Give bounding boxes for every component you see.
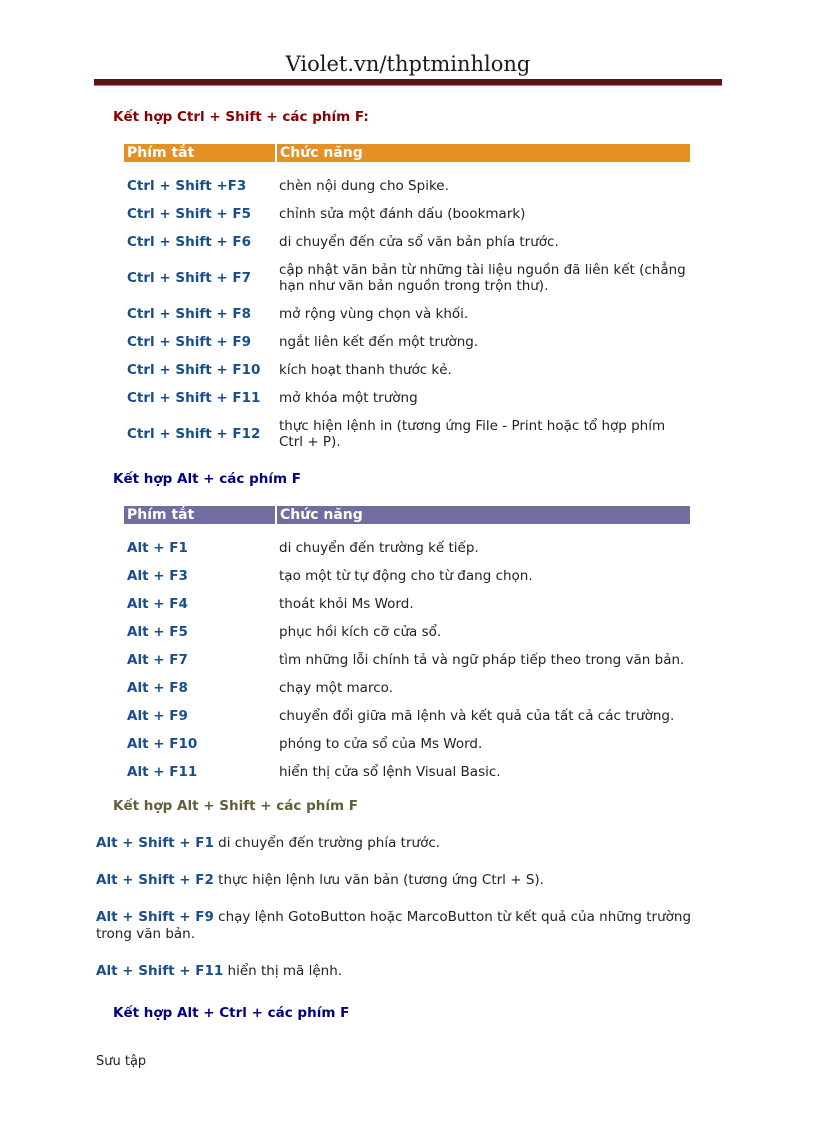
- shortcut-key: Alt + F5: [127, 624, 188, 640]
- shortcut-desc: kích hoạt thanh thước kẻ.: [279, 362, 452, 378]
- shortcut-desc: phóng to cửa sổ của Ms Word.: [279, 736, 483, 752]
- shortcut-key: Alt + F4: [127, 596, 188, 612]
- shortcut-key: Ctrl + Shift + F8: [127, 306, 251, 322]
- table-row: [124, 200, 690, 228]
- shortcut-key: Alt + F3: [127, 568, 188, 584]
- shortcut-desc: di chuyển đến cửa sổ văn bản phía trước.: [279, 234, 559, 250]
- shortcut-key: Ctrl + Shift + F9: [127, 334, 251, 350]
- shortcut-key: Alt + Shift + F11: [96, 963, 224, 979]
- table-row: [124, 384, 690, 412]
- page-header-title: Violet.vn/thptminhlong: [285, 52, 531, 76]
- table-header-row: [124, 144, 690, 162]
- shortcut-desc: phục hồi kích cỡ cửa sổ.: [279, 624, 442, 640]
- shortcut-key: Alt + F11: [127, 764, 198, 780]
- page-footer: Sưu tập: [96, 1054, 147, 1069]
- shortcut-desc: mở khóa một trường: [279, 390, 418, 406]
- shortcut-key: Alt + Shift + F9: [96, 909, 214, 925]
- table-row: [124, 646, 690, 674]
- shortcut-desc: hiển thị cửa sổ lệnh Visual Basic.: [279, 764, 501, 780]
- shortcut-desc: ngắt liên kết đến một trường.: [279, 334, 479, 350]
- shortcut-desc: thoát khỏi Ms Word.: [279, 596, 414, 612]
- table-row: [124, 534, 690, 562]
- shortcut-key: Alt + F10: [127, 736, 198, 752]
- header-divider: [94, 79, 722, 86]
- shortcut-desc: thực hiện lệnh lưu văn bản (tương ứng Ctrl + S).: [213, 872, 544, 888]
- table-row: [124, 618, 690, 646]
- column-header-key: Phím tắt: [124, 506, 276, 524]
- table-row: [124, 356, 690, 384]
- alt-shift-item: [96, 872, 696, 889]
- table-row: [124, 412, 690, 456]
- alt-shift-item: [96, 835, 696, 852]
- shortcut-desc: chạy một marco.: [279, 680, 393, 696]
- table-header-row: [124, 506, 690, 524]
- shortcut-key: Alt + F9: [127, 708, 188, 724]
- shortcut-key: Ctrl + Shift +F3: [127, 178, 247, 194]
- shortcut-key: Alt + F7: [127, 652, 188, 668]
- shortcut-key: Alt + F1: [127, 540, 188, 556]
- shortcut-key: Alt + Shift + F1: [96, 835, 214, 851]
- table-row: [124, 228, 690, 256]
- table-row: [124, 702, 690, 730]
- table-row: [124, 674, 690, 702]
- table-row: [124, 328, 690, 356]
- section-heading-alt-ctrl: Kết hợp Alt + Ctrl + các phím F: [113, 1005, 350, 1021]
- section-heading-alt: Kết hợp Alt + các phím F: [113, 471, 301, 487]
- alt-f-table: [124, 506, 690, 786]
- table-row: [124, 590, 690, 618]
- shortcut-key: Ctrl + Shift + F6: [127, 234, 251, 250]
- shortcut-desc: cập nhật văn bản từ những tài liệu nguồn đã liên kết (chẳng hạn như văn bản nguồn trong trộn thư).: [279, 262, 686, 294]
- column-header-function: Chức năng: [276, 506, 690, 524]
- section-heading-alt-shift: Kết hợp Alt + Shift + các phím F: [113, 798, 358, 814]
- table-row: [124, 758, 690, 786]
- shortcut-key: Alt + F8: [127, 680, 188, 696]
- table-row: [124, 300, 690, 328]
- shortcut-desc: chạy lệnh GotoButton hoặc MarcoButton từ kết quả của những trường trong văn bản.: [96, 909, 692, 942]
- shortcut-desc: chèn nội dung cho Spike.: [279, 178, 449, 194]
- alt-shift-item: [96, 909, 696, 943]
- shortcut-desc: di chuyển đến trường phía trước.: [213, 835, 441, 851]
- shortcut-key: Alt + Shift + F2: [96, 872, 214, 888]
- shortcut-desc: chuyển đổi giữa mã lệnh và kết quả của tất cả các trường.: [279, 708, 675, 724]
- shortcut-desc: tìm những lỗi chính tả và ngữ pháp tiếp theo trong văn bản.: [279, 652, 685, 668]
- shortcut-desc: di chuyển đến trường kế tiếp.: [279, 540, 479, 556]
- shortcut-key: Ctrl + Shift + F5: [127, 206, 251, 222]
- shortcut-desc: tạo một từ tự động cho từ đang chọn.: [279, 568, 533, 584]
- shortcut-key: Ctrl + Shift + F11: [127, 390, 261, 406]
- ctrl-shift-f-table: [124, 144, 690, 456]
- table-row: [124, 730, 690, 758]
- shortcut-key: Ctrl + Shift + F10: [127, 362, 261, 378]
- section-heading-ctrl-shift: Kết hợp Ctrl + Shift + các phím F:: [113, 109, 369, 125]
- shortcut-desc: chỉnh sửa một đánh dấu (bookmark): [279, 206, 526, 222]
- shortcut-key: Ctrl + Shift + F7: [127, 270, 251, 286]
- column-header-key: Phím tắt: [124, 144, 276, 162]
- table-row: [124, 256, 690, 300]
- table-row: [124, 562, 690, 590]
- shortcut-desc: hiển thị mã lệnh.: [223, 963, 343, 979]
- shortcut-desc: mở rộng vùng chọn và khối.: [279, 306, 469, 322]
- shortcut-key: Ctrl + Shift + F12: [127, 426, 261, 442]
- column-header-function: Chức năng: [276, 144, 690, 162]
- table-row: [124, 172, 690, 200]
- alt-shift-item: [96, 963, 696, 980]
- shortcut-desc: thực hiện lệnh in (tương ứng File - Print hoặc tổ hợp phím Ctrl + P).: [279, 418, 666, 450]
